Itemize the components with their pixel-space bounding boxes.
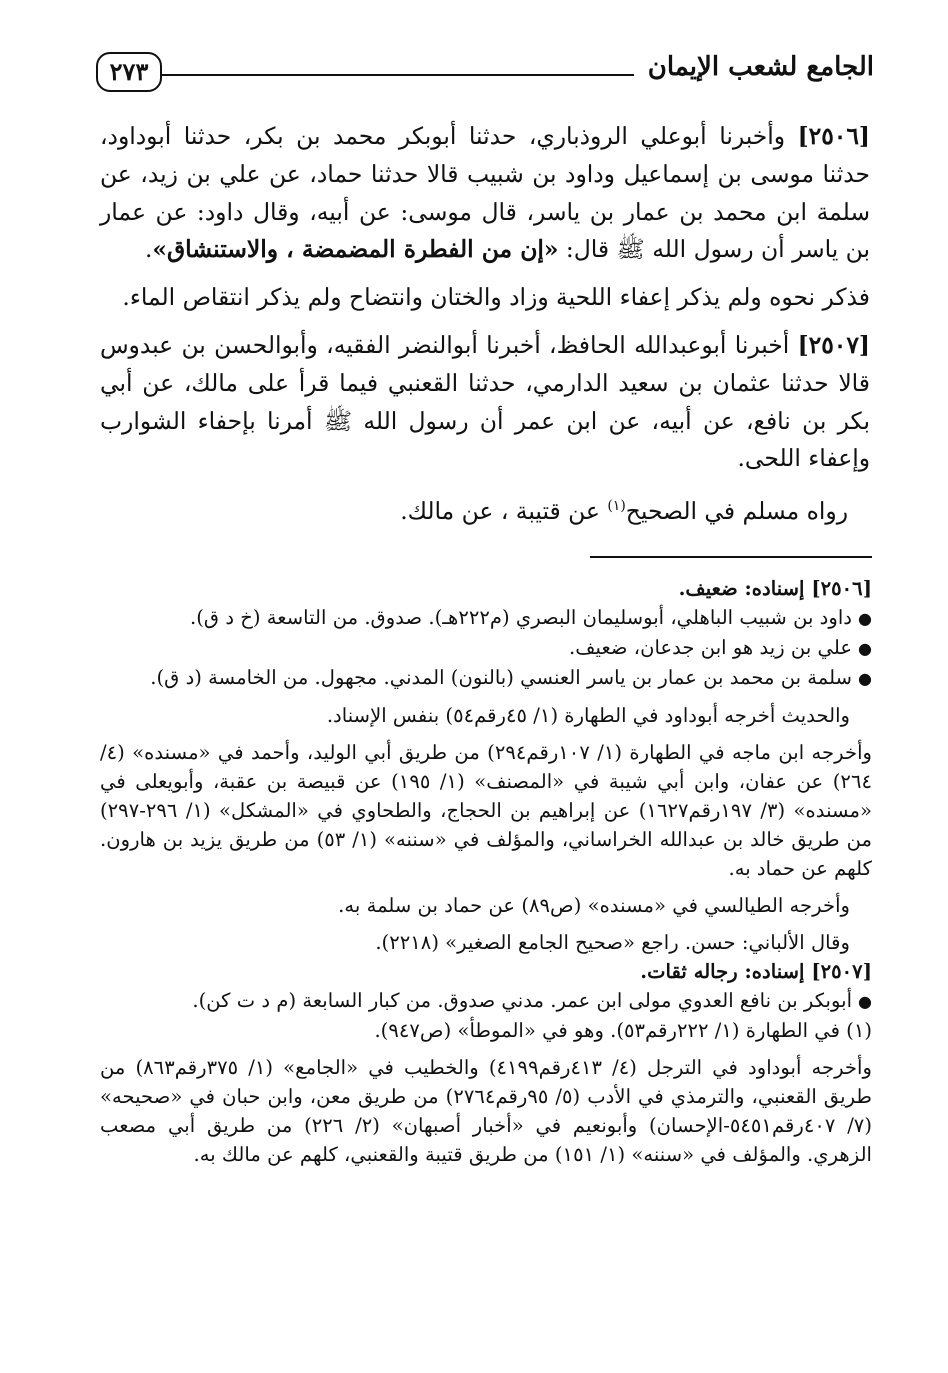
note-paragraph: والحديث أخرجه أبوداود في الطهارة (١/ ٤٥رقم٥٤) بنفس الإسناد.: [326, 704, 850, 727]
note-2506-title: [100, 574, 872, 603]
note-bullet: [100, 663, 872, 693]
hadith-quote: «إن من الفطرة المضمضة ، والاستنشاق»: [152, 235, 559, 264]
running-title: الجامع لشعب الإيمان: [647, 52, 874, 82]
hadith-2507: [100, 327, 870, 478]
note-2507-title: [100, 957, 872, 986]
note-paragraph: وأخرجه ابن ماجه في الطهارة (١/ ١٠٧رقم٢٩٤) من طريق أبي الوليد، وأحمد في «مسنده» (٤/ ٢٦٤) عن عفان، وابن أبي شيبة في «المصنف» (١/ ١٩٥) عن قبيصة بن عقبة، وأبويعلى في «مسنده» (٣/ ١٩٧رقم١٦٢٧) عن إبراهيم بن الحجاج، والطحاوي في «المشكل» (١/ ٢٩٦-٢٩٧) من طريق خالد بن عبدالله الخراساني، والمؤلف في «سننه» (١/ ٥٣) من طريق يزيد بن هارون. كلهم عن حماد به.: [100, 741, 872, 880]
bullet-icon: ●: [858, 992, 872, 1011]
hadith-number: [٢٥٠٧]: [797, 330, 870, 359]
source-after: عن قتيبة ، عن مالك.: [400, 496, 608, 525]
bullet-text: سلمة بن محمد بن عمار بن ياسر العنسي (بالنون) المدني. مجهول. من الخامسة (د ق).: [150, 666, 853, 689]
hadith-2506-note: فذكر نحوه ولم يذكر إعفاء اللحية وزاد والختان وانتضاح ولم يذكر انتقاص الماء.: [122, 283, 870, 312]
footnotes: [100, 574, 872, 1169]
bullet-icon: ●: [858, 639, 872, 658]
note-bullet: [100, 603, 872, 633]
main-text: [100, 118, 870, 531]
hadith-number: [٢٥٠٦]: [797, 122, 870, 150]
note-paragraph: وقال الألباني: حسن. راجع «صحيح الجامع الصغير» (٢٢١٨).: [375, 931, 850, 954]
page-header: [96, 44, 874, 104]
note-bullet: [100, 633, 872, 663]
hadith-2506: [100, 118, 870, 269]
note-paragraph: وأخرجه الطيالسي في «مسنده» (ص٨٩) عن حماد بن سلمة به.: [338, 894, 850, 917]
footnote-1: (١) في الطهارة (١/ ٢٢٢رقم٥٣). وهو في «الموطأ» (ص٩٤٧).: [374, 1019, 872, 1042]
bullet-text: أبوبكر بن نافع العدوي مولى ابن عمر. مدني صدوق. من كبار السابعة (م د ت كن).: [192, 989, 853, 1012]
hadith-end: .: [144, 235, 153, 264]
page-number-badge: ٢٧٣: [96, 52, 162, 92]
source-before: رواه مسلم في الصحيح: [625, 496, 848, 525]
hadith-text: وأخبرنا أبوعلي الروذباري، حدثنا أبوبكر محمد بن بكر، حدثنا أبوداود، حدثنا موسى بن إسماعيل وداود بن شبيب قالا حدثنا حماد، عن علي بن زيد، عن سلمة ابن محمد بن عمار بن ياسر، قال موسى: عن أبيه، وقال داود: عن عمار بن ياسر أن رسول الله ﷺ قال:: [100, 122, 870, 264]
header-rule: [162, 74, 634, 76]
hadith-2507-source: [100, 488, 870, 531]
bullet-text: علي بن زيد هو ابن جدعان، ضعيف.: [569, 636, 853, 659]
bullet-icon: ●: [858, 609, 872, 628]
note-grade: إسناده: رجاله ثقات.: [640, 960, 812, 983]
footnote-divider: [590, 556, 872, 558]
bullet-icon: ●: [858, 669, 872, 688]
footnote-ref: (١): [607, 498, 626, 515]
note-bullet: [100, 986, 872, 1016]
note-number: [٢٥٠٦]: [811, 577, 872, 600]
note-number: [٢٥٠٧]: [811, 960, 872, 983]
note-grade: إسناده: ضعيف.: [678, 577, 812, 600]
hadith-text: أخبرنا أبوعبدالله الحافظ، أخبرنا أبوالنضر الفقيه، وأبوالحسن بن عبدوس قالا حدثنا عثمان بن سعيد الدارمي، حدثنا القعنبي فيما قرأ على مالك، عن أبي بكر بن نافع، عن أبيه، عن ابن عمر أن رسول الله ﷺ أمرنا بإحفاء الشوارب وإعفاء اللحى.: [100, 330, 870, 473]
footnote-1-continued: وأخرجه أبوداود في الترجل (٤/ ٤١٣رقم٤١٩٩) والخطيب في «الجامع» (١/ ٣٧٥رقم٨٦٣) من طريق القعنبي، والترمذي في الأدب (٥/ ٩٥رقم٢٧٦٤) من طريق معن، وابن حبان في «صحيحه» (٧/ ٤٠٧رقم٥٤٥١-الإحسان) وأبونعيم في «أخبار أصبهان» (٢/ ٢٢٦) من طريق أبي مصعب الزهري. والمؤلف في «سننه» (١/ ١٥١) من طريق قتيبة والقعنبي، كلهم عن مالك به.: [100, 1056, 872, 1166]
bullet-text: داود بن شبيب الباهلي، أبوسليمان البصري (م٢٢٢هـ). صدوق. من التاسعة (خ د ق).: [190, 606, 853, 629]
